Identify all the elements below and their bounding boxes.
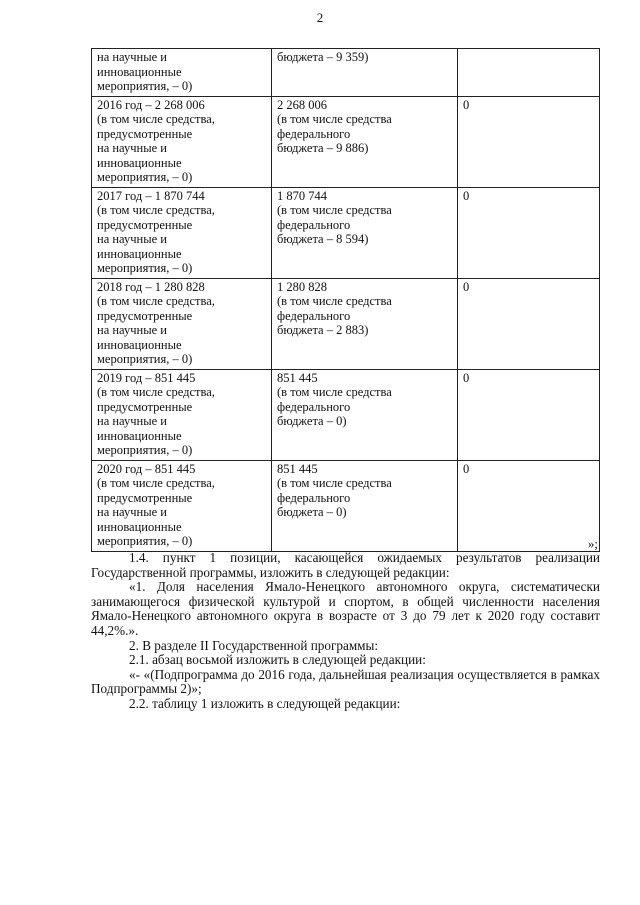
cell-line: предусмотренные (97, 126, 193, 141)
cell-line: 1 280 828 (277, 279, 327, 294)
cell-line: 851 445 (277, 461, 318, 476)
cell-line: на научные и (97, 50, 167, 64)
paragraph: 2.1. абзац восьмой изложить в следующей редакции: (129, 652, 426, 668)
cell-line: на научные и (97, 232, 167, 246)
closing-quote-mark: »; (587, 536, 598, 551)
cell-line: бюджета – 0) (277, 414, 347, 428)
cell-year-total (92, 278, 272, 369)
table-row (92, 278, 600, 369)
cell-line: на научные и (97, 141, 167, 155)
cell-line: инновационные (97, 246, 182, 261)
cell-line: бюджета – 9 886) (277, 141, 369, 155)
cell-other-sources (458, 49, 600, 97)
cell-line: 0 (463, 461, 470, 476)
cell-other-sources (458, 187, 600, 278)
cell-line: федерального (277, 126, 351, 141)
cell-line: бюджета – 0) (277, 505, 347, 519)
cell-year-total (92, 460, 272, 551)
cell-line: инновационные (97, 428, 182, 443)
paragraph: 1.4. пункт 1 позиции, касающейся ожидаемых результатов реализации Государственной программы, изложить в следующей редакции: (91, 550, 600, 580)
cell-line: федерального (277, 490, 351, 505)
cell-line: (в том числе средства, (97, 385, 215, 399)
cell-regional-budget (272, 460, 458, 551)
cell-line: бюджета – 8 594) (277, 232, 369, 246)
cell-line: (в том числе средства, (97, 112, 215, 126)
cell-line: на научные и (97, 505, 167, 519)
cell-other-sources (458, 278, 600, 369)
cell-line: инновационные (97, 64, 182, 79)
cell-line: бюджета – 2 883) (277, 323, 369, 337)
cell-line: мероприятия, – 0) (97, 261, 193, 275)
cell-line: 2018 год – 1 280 828 (97, 279, 205, 294)
cell-regional-budget (272, 49, 458, 97)
cell-line: федерального (277, 217, 351, 232)
table-row (92, 369, 600, 460)
paragraph: 2. В разделе II Государственной программы: (129, 637, 379, 653)
cell-line: 2 268 006 (277, 97, 327, 112)
table-row (92, 49, 600, 97)
financing-table-body (92, 49, 600, 552)
page-number: 2 (316, 10, 324, 25)
cell-line: 2019 год – 851 445 (97, 370, 196, 385)
cell-line: 0 (463, 188, 470, 203)
cell-line: предусмотренные (97, 399, 193, 414)
financing-table (91, 48, 600, 552)
cell-other-sources (458, 369, 600, 460)
table-row (92, 460, 600, 551)
cell-line: на научные и (97, 323, 167, 337)
cell-line: инновационные (97, 337, 182, 352)
paragraph: «- «(Подпрограмма до 2016 года, дальнейшая реализация осуществляется в рамках Подпрограммы 2)»; (91, 666, 600, 697)
cell-regional-budget (272, 278, 458, 369)
cell-line: (в том числе средства, (97, 476, 215, 490)
cell-line: 0 (463, 97, 470, 112)
table-row (92, 96, 600, 187)
cell-line: на научные и (97, 414, 167, 428)
cell-line: предусмотренные (97, 490, 193, 505)
cell-line: (в том числе средства, (97, 203, 215, 217)
paragraph: 2.2. таблицу 1 изложить в следующей редакции: (129, 695, 401, 711)
cell-year-total (92, 369, 272, 460)
cell-line: 0 (463, 370, 470, 385)
cell-year-total (92, 187, 272, 278)
cell-line: (в том числе средства, (97, 294, 215, 308)
cell-line: федерального (277, 399, 351, 414)
cell-line: 851 445 (277, 370, 318, 385)
cell-line: 2020 год – 851 445 (97, 461, 196, 476)
cell-line: 2016 год – 2 268 006 (97, 97, 205, 112)
cell-line: федерального (277, 308, 351, 323)
cell-line: инновационные (97, 519, 182, 534)
cell-line: (в том числе средства (277, 112, 392, 126)
cell-year-total (92, 49, 272, 97)
cell-other-sources (458, 96, 600, 187)
cell-line: предусмотренные (97, 308, 193, 323)
cell-regional-budget (272, 96, 458, 187)
cell-year-total (92, 96, 272, 187)
cell-line: мероприятия, – 0) (97, 79, 193, 93)
table-row (92, 187, 600, 278)
cell-regional-budget (272, 369, 458, 460)
cell-line: предусмотренные (97, 217, 193, 232)
amendment-text (91, 551, 600, 712)
cell-line: инновационные (97, 155, 182, 170)
cell-line: (в том числе средства (277, 385, 392, 399)
cell-line: мероприятия, – 0) (97, 352, 193, 366)
cell-line: 1 870 744 (277, 188, 327, 203)
cell-line: мероприятия, – 0) (97, 170, 193, 184)
cell-line: (в том числе средства (277, 203, 392, 217)
cell-line: 0 (463, 279, 470, 294)
cell-line: мероприятия, – 0) (97, 534, 193, 548)
cell-line: мероприятия, – 0) (97, 443, 193, 457)
cell-line: 2017 год – 1 870 744 (97, 188, 205, 203)
cell-line: бюджета – 9 359) (277, 50, 369, 64)
cell-line: (в том числе средства (277, 294, 392, 308)
paragraph: «1. Доля населения Ямало-Ненецкого автономного округа, систематически занимающегося физической культурой и спортом, в общей численности населения Ямало-Ненецкого автономного округа в возрасте от 3 до 79 лет к 2020 году составит 44,2%.». (91, 579, 600, 638)
cell-line: (в том числе средства (277, 476, 392, 490)
cell-regional-budget (272, 187, 458, 278)
cell-other-sources (458, 460, 600, 551)
